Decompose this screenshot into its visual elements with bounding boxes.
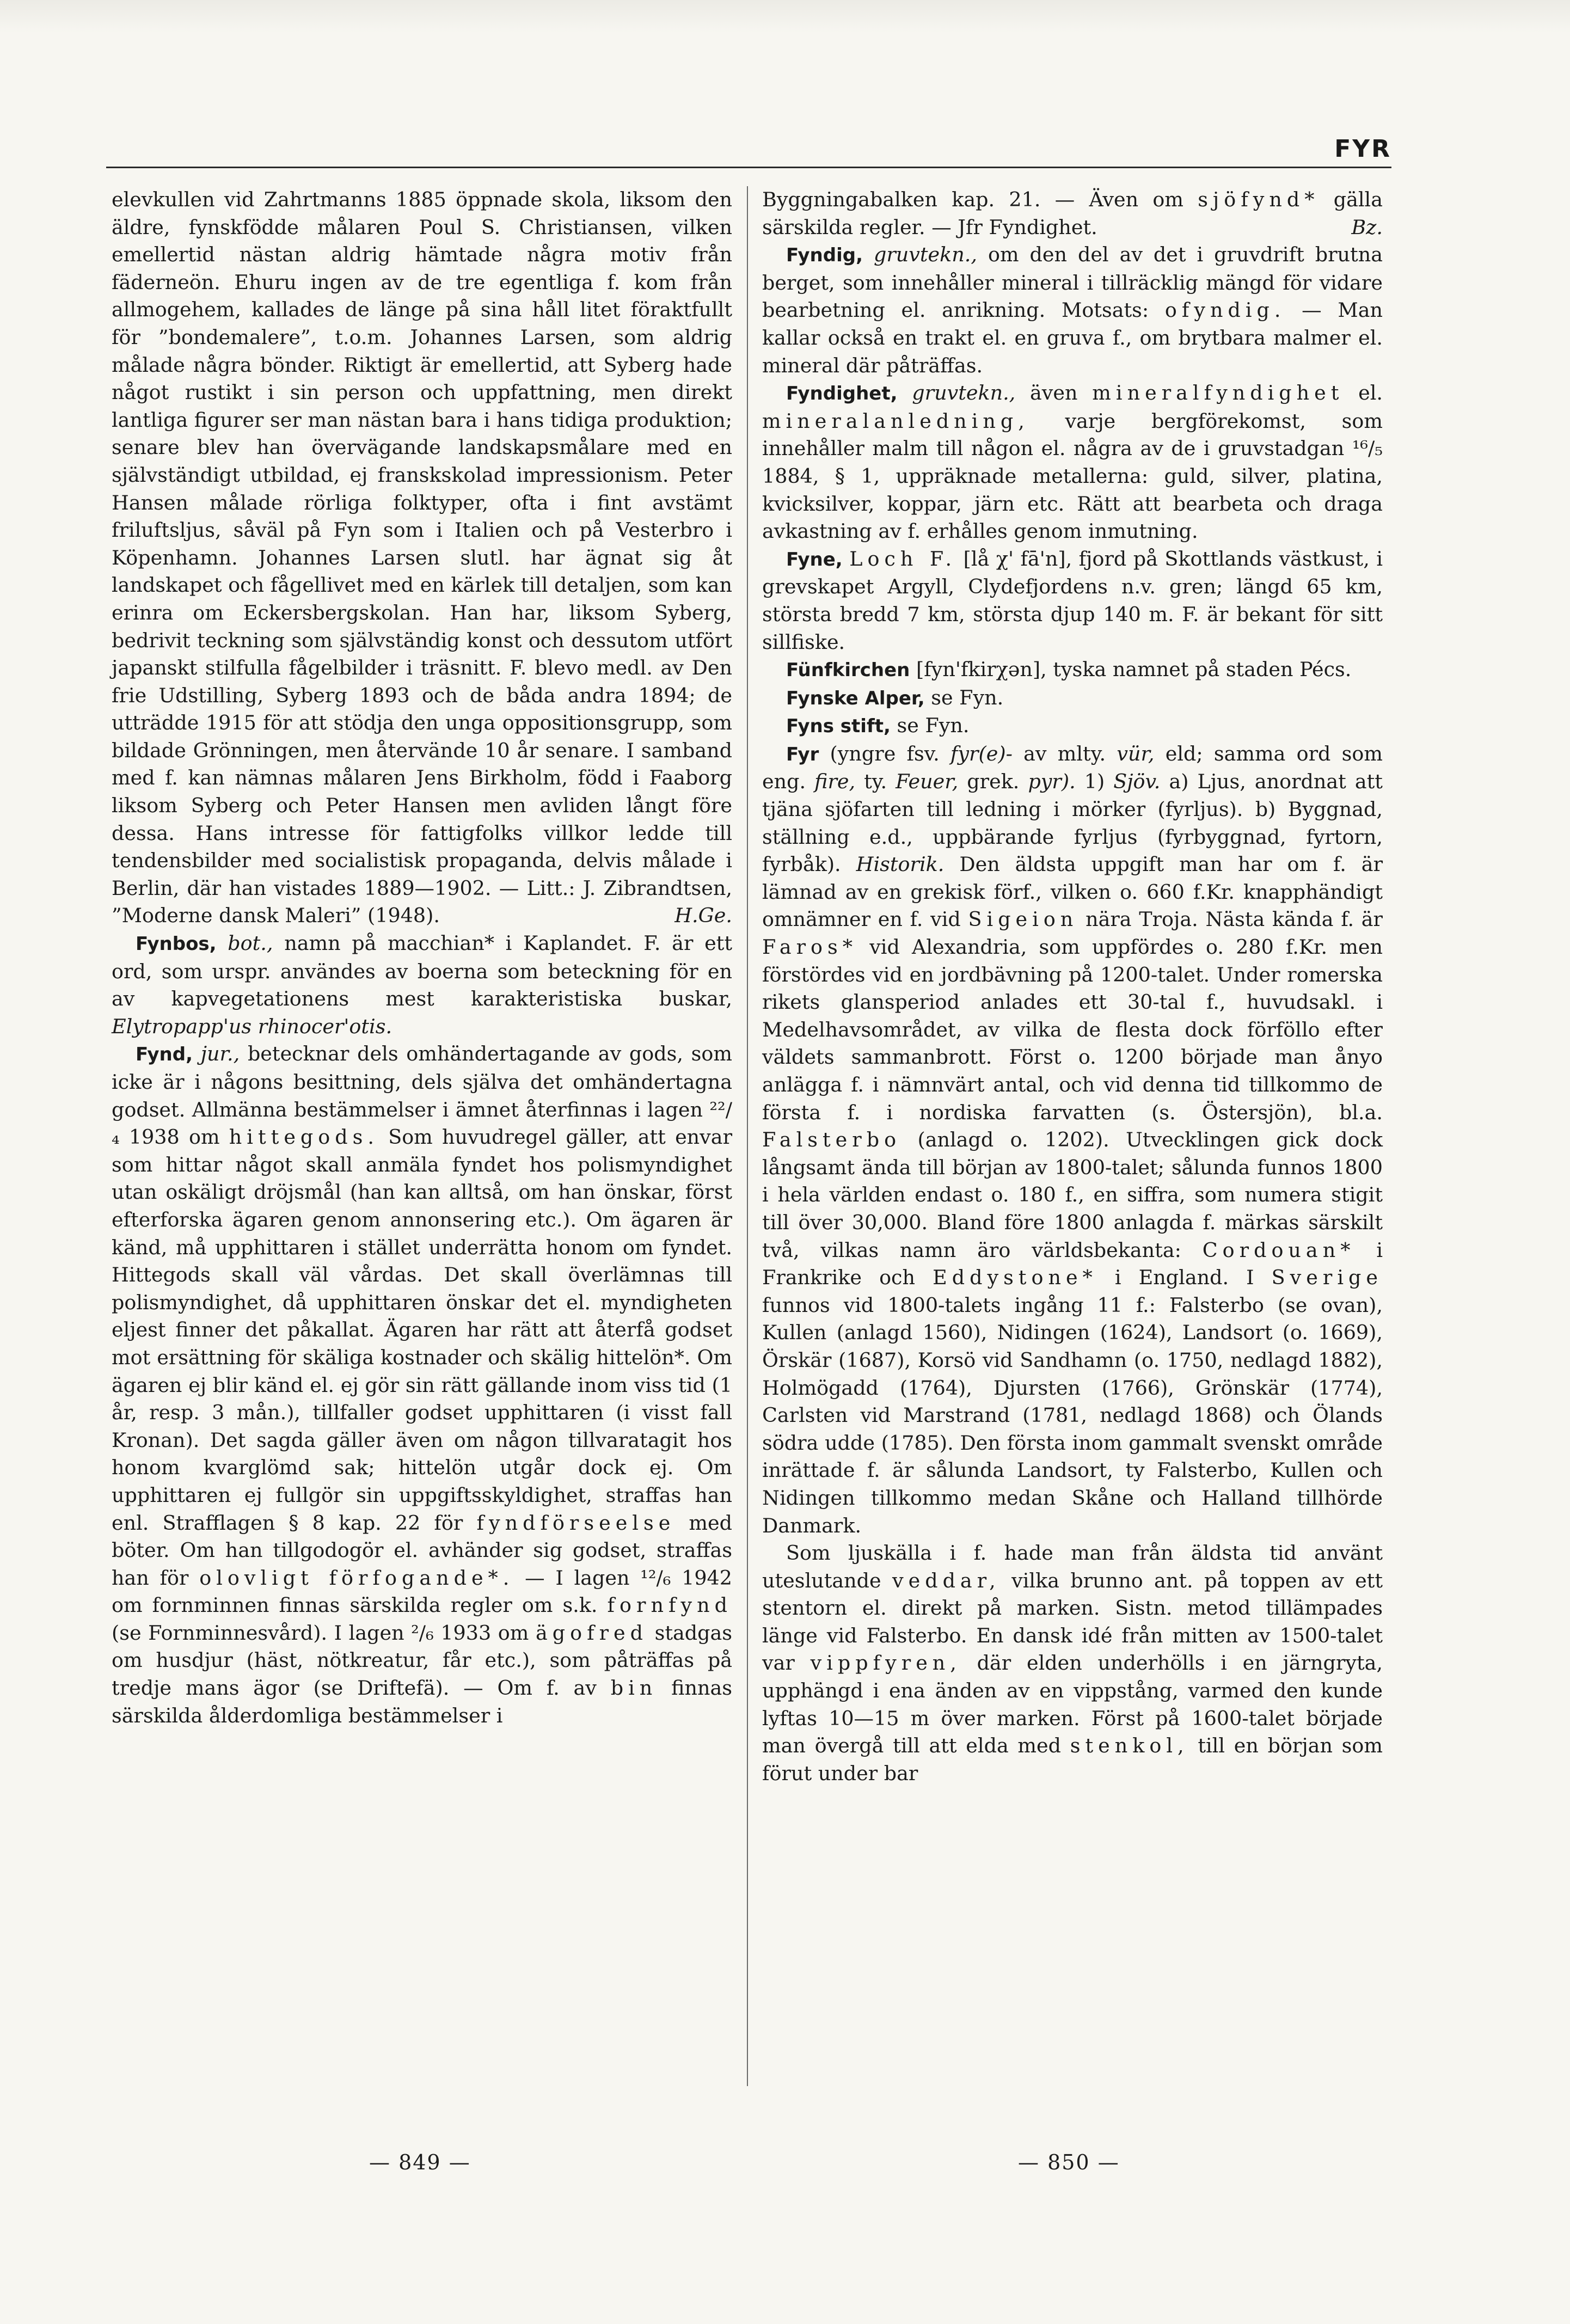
entry-text: gälla särskilda regler. — Jfr Fyndighet.	[762, 188, 1383, 239]
headword: Fyns stift,	[786, 715, 891, 738]
entry-text: Byggningabalken kap. 21. — Även om	[762, 188, 1183, 211]
etymon: pyr).	[1028, 770, 1076, 794]
column-divider	[747, 186, 748, 2086]
subject-abbr: gruvtekn.,	[873, 243, 977, 267]
entry-text: vid Alexandria, som uppfördes o. 280 f.Kr. men förstördes vid en jordbävning på 1200-talet. Under romerska rikets glansperiod anlades ett 30-tal f., huvudsakl. i Medelhavsområdet, av vilka de flesta dock förföllo efter väldets sammanbrott. Först o. 1200 började man ånyo anlägga f. i nämnvärt antal, och vid denna tid tillkommo de första f. i nordiska farvatten (s. Östersjön), bl.a.	[762, 935, 1383, 1124]
entry-text: — Man kallar också en trakt el. en gruva f., om brytbara malmer el. mineral där påträffas.	[762, 298, 1383, 377]
entry-text: (yngre fsv.	[830, 741, 940, 765]
entry-text: — I lagen ¹²/₆ 1942 om fornminnen finnas särskilda regler om s.k.	[112, 1566, 732, 1617]
paragraph-light-sources	[762, 1540, 1383, 1787]
left-column	[112, 186, 732, 1730]
right-column	[762, 186, 1383, 1787]
etymon: Feuer,	[896, 770, 959, 794]
entry-text: i Frankrike och	[762, 1238, 1383, 1290]
spaced-term: hittegods.	[229, 1125, 379, 1149]
entry-text: varje bergförekomst, som innehåller malm till någon el. några av de i gruvstadgan ¹⁶/₅ 1884, § 1, uppräknade metallerna: guld, silver, platina, kvicksilver, koppar, järn etc. Rätt att bearbeta och draga avkastning av f. erhålles genom inmutning.	[762, 409, 1383, 543]
entry-fyns-stift	[762, 712, 1383, 740]
entry-fyndig	[762, 241, 1383, 379]
entry-text: Som huvudregel gäller, att envar som hittar något skall anmäla fyndet hos polismyndighet utan oskäligt dröjsmål (han kan alltså, om han önskar, först efterforska ägaren genom annonsering etc.). Om ägaren är känd, må upphittaren i stället underrätta honom om fyndet. Hittegods skall väl vårdas. Det skall överlämnas till polismyndighet, då upphittaren önskar det el. myndigheten eljest finner det påkallat. Ägaren har rätt att återfå godset mot ersättning för skäliga kostnader och skälig hittelön*. Om ägaren ej blir känd el. ej gör sin rätt gällande inom viss tid (1 år, resp. 3 mån.), tillfaller godset upphittaren (i visst fall Kronan). Det sagda gäller även om någon tillvaratagit hos honom kvarglömd sak; hittelön utgår dock ej. Om upphittaren ej fullgör sin uppgiftsskyldighet, straffas han enl. Strafflagen § 8 kap. 22 för	[112, 1125, 733, 1535]
section-label: Historik.	[856, 853, 945, 876]
etymon: vür,	[1117, 741, 1155, 765]
spaced-term: stenkol,	[1070, 1734, 1189, 1758]
paragraph-text: elevkullen vid Zahrtmanns 1885 öppnade skola, liksom den äldre, fynskfödde målaren Poul S. Christiansen, vilken emellertid nästan aldrig hämtade några motiv från fäderneön. Ehuru ingen av de tre egentliga f. kom från allmogehem, kallades de länge på sina håll litet föraktfullt för ”bondemalere”, t.o.m. Johannes Larsen, som aldrig målade några bönder. Riktigt är emellertid, att Syberg hade något rustikt i sin person och uppfattning, men direkt lantliga figurer ser man nästan bara i hans tidiga produktion; senare blev han övervägande landskapsmålare med en självständigt utbildad, ej franskskolad impressionism. Peter Hansen målade rörliga folktyper, ofta i fint avstämt friluftsljus, såväl på Fyn som i Italien och på Vesterbro i Köpenhamn. Johannes Larsen slutl. har ägnat sig åt landskapet och fågellivet med en kärlek till detaljen, som kan erinra om Eckersbergskolan. Han har, liksom Syberg, bedrivit teckning som självständig konst och dessutom utfört japanskt stilfulla fågelbilder i träsnitt. F. blevo medl. av Den frie Udstilling, Syberg 1893 och de båda andra 1894; de utträdde 1915 för att stödja den unga oppositionsgrupp, som bildade Grönningen, men återvände 10 år senare. I samband med f. kan nämnas målaren Jens Birkholm, född i Faaborg liksom Syberg och Peter Hansen men avliden långt före dessa. Hans intresse för fattigfolks villkor ledde till tendensbilder med socialistisk propaganda, delvis målade i Berlin, där han vistades 1889—1902. — Litt.: J. Zibrandtsen, ”Moderne dansk Maleri” (1948).	[112, 188, 732, 928]
headword: Fyndighet,	[786, 383, 898, 405]
entry-text: 1)	[1084, 770, 1105, 794]
spaced-term: veddar,	[892, 1568, 1001, 1592]
etymon: fyr(e)-	[950, 741, 1013, 765]
entry-text: [lå χ' fā'n], fjord på Skottlands västkust, i grevskapet Argyll, Clydefjordens n.v. gren; längd 65 km, största bredd 7 km, största djup 140 m. F. är bekant för sitt sillfiske.	[762, 547, 1383, 654]
entry-fyne	[762, 545, 1383, 656]
header-rule	[106, 167, 1391, 168]
entry-text: ty.	[864, 770, 887, 794]
entry-text: om den del av det i gruvdrift brutna berget, som innehåller mineral i tillräcklig mängd för vidare bearbetning el. anrikning. Motsats:	[762, 243, 1383, 322]
entry-text: vilka brunno ant. på toppen av ett stentorn el. direkt på marken. Sistn. metod tillämpades länge vid Falsterbo. En dansk idé från mitten av 1500-talet var	[762, 1568, 1383, 1675]
entry-text: (anlagd o. 1202). Utvecklingen gick dock långsamt ända till början av 1800-talet; sålunda funnos 1800 i hela världen endast o. 180 f., en siffra, som numera stigit till över 30,000. Bland före 1800 anlagda f. märkas särskilt två, vilkas namn äro världsbekanta:	[762, 1128, 1383, 1262]
spaced-term: Sverige	[1271, 1266, 1383, 1290]
entry-fynbos	[112, 930, 732, 1040]
scan-shadow	[0, 0, 1570, 33]
headword: Fyndig,	[786, 244, 863, 267]
entry-text: Den äldsta uppgift man har om f. är lämnad av en grekisk förf., vilken o. 660 f.Kr. knapphändigt omnämner en f. vid	[762, 853, 1383, 931]
spaced-term: mineralanledning,	[762, 409, 1029, 433]
entry-text: nära Troja. Nästa kända f. är	[1085, 907, 1383, 931]
subject-abbr: bot.,	[228, 931, 273, 955]
latin-name: Elytropapp'us rhinocer'otis.	[112, 1014, 392, 1038]
spaced-term: Loch F.	[849, 547, 957, 571]
entry-text: betecknar dels omhändertagande av gods, som icke är i någons besittning, dels själva det omhändertagna godset. Allmänna bestämmelser i ämnet återfinnas i lagen ²²/₄ 1938 om	[112, 1042, 732, 1149]
spaced-term: Faros*	[762, 935, 858, 959]
entry-text: eld; samma ord som eng.	[762, 741, 1383, 794]
entry-fyr	[762, 740, 1383, 1540]
entry-text: finnas särskilda ålderdomliga bestämmelser i	[112, 1676, 732, 1727]
entry-fynd	[112, 1040, 732, 1730]
paragraph-continuation	[762, 186, 1383, 241]
spaced-term: bin	[610, 1676, 658, 1700]
spaced-term: vippfyren,	[810, 1651, 961, 1675]
entry-text: av mlty.	[1023, 741, 1106, 765]
etymon: fire,	[814, 770, 856, 794]
entry-text: a) Ljus, anordnat att tjäna sjöfarten till ledning i mörker (fyrljus). b) Byggnad, ställning e.d., uppbärande fyrljus (fyrbyggnad, fyrtorn, fyrbåk).	[762, 770, 1383, 876]
entry-text: namn på macchian* i Kaplandet. F. är ett ord, som urspr. användes av boerna som beteckning för en av kapvegetationens mest karakteristiska buskar,	[112, 931, 733, 1011]
author-signature: H.Ge.	[674, 904, 732, 928]
spaced-term: mineralfyndighet	[1092, 381, 1344, 405]
paragraph-painters	[112, 186, 732, 930]
spaced-term: Eddystone*	[933, 1266, 1097, 1290]
spaced-term: Cordouan*	[1202, 1238, 1356, 1262]
running-head: FYR	[1334, 135, 1391, 163]
entry-text: se Fyn.	[897, 714, 970, 738]
subject-abbr: jur.,	[200, 1042, 240, 1066]
headword: Fyne,	[786, 548, 843, 571]
headword: Fynske Alper,	[786, 687, 925, 709]
entry-text: (se Fornminnesvård). I lagen ²/₆ 1933 om	[112, 1621, 529, 1645]
entry-funfkirchen	[762, 656, 1383, 684]
entry-text: med böter. Om han tillgodogör el. avhänder sig godset, straffas han för	[112, 1511, 732, 1590]
author-signature: Bz.	[1351, 215, 1383, 239]
spaced-term: fyndförseelse	[476, 1511, 676, 1535]
headword: Fynd,	[136, 1044, 193, 1066]
spaced-term: Falsterbo	[762, 1128, 901, 1152]
spaced-term: sjöfynd*	[1198, 188, 1320, 211]
entry-text: i England. I	[1114, 1266, 1254, 1290]
entry-text: se Fyn.	[931, 685, 1004, 709]
headword: Fyr	[786, 743, 819, 765]
spaced-term: ofyndig.	[1164, 298, 1286, 322]
subject-abbr: gruvtekn.,	[912, 381, 1016, 405]
entry-text: där elden underhölls i en järngryta, upphängd i ena änden av en vippstång, varmed den kunde lyftas 10—15 m över marken. Först på 1600-talet började man övergå till att elda med	[762, 1651, 1383, 1758]
spaced-term: ägofred	[535, 1621, 648, 1645]
entry-text: Som ljuskälla i f. hade man från äldsta tid använt uteslutande	[762, 1541, 1383, 1592]
spaced-term: fornfynd	[607, 1593, 732, 1617]
entry-text: el.	[1358, 381, 1383, 405]
page-number-right: — 850 —	[1018, 2150, 1120, 2174]
headword: Fünfkirchen	[786, 659, 910, 682]
headword: Fynbos,	[136, 933, 217, 955]
entry-fyndighet	[762, 379, 1383, 545]
entry-text: funnos vid 1800-talets ingång 11 f.: Falsterbo (se ovan), Kullen (anlagd 1560), Nidingen (1624), Landsort (o. 1669), Örskär (1687), Korsö vid Sandhamn (o. 1750, nedlagd 1882), Holmögadd (1764), Djursten (1766), Grönskär (1774), Carlsten vid Marstrand (1781, nedlagd 1868) och Ölands södra udde (1785). Den första inom gammalt svenskt område inrättade f. är sålunda Landsort, ty Falsterbo, Kullen och Nidingen tillkommo medan Skåne och Halland tillhörde Danmark.	[762, 1293, 1383, 1537]
spaced-term: Sigeion	[968, 907, 1078, 931]
page-number-left: — 849 —	[369, 2150, 471, 2174]
subject-abbr: Sjöv.	[1113, 770, 1161, 794]
entry-text: till en början som förut under bar	[762, 1734, 1383, 1785]
entry-text: grek.	[967, 770, 1020, 794]
entry-text: [fyn'fkirχən], tyska namnet på staden Pécs.	[916, 658, 1352, 682]
entry-fynske-alper	[762, 684, 1383, 713]
entry-text: stadgas om husdjur (häst, nötkreatur, får etc.), som påträffas på tredje mans ägor (se Driftefä). — Om f. av	[112, 1621, 732, 1700]
entry-text: även	[1030, 381, 1078, 405]
spaced-term: olovligt förfogande*.	[199, 1566, 514, 1590]
